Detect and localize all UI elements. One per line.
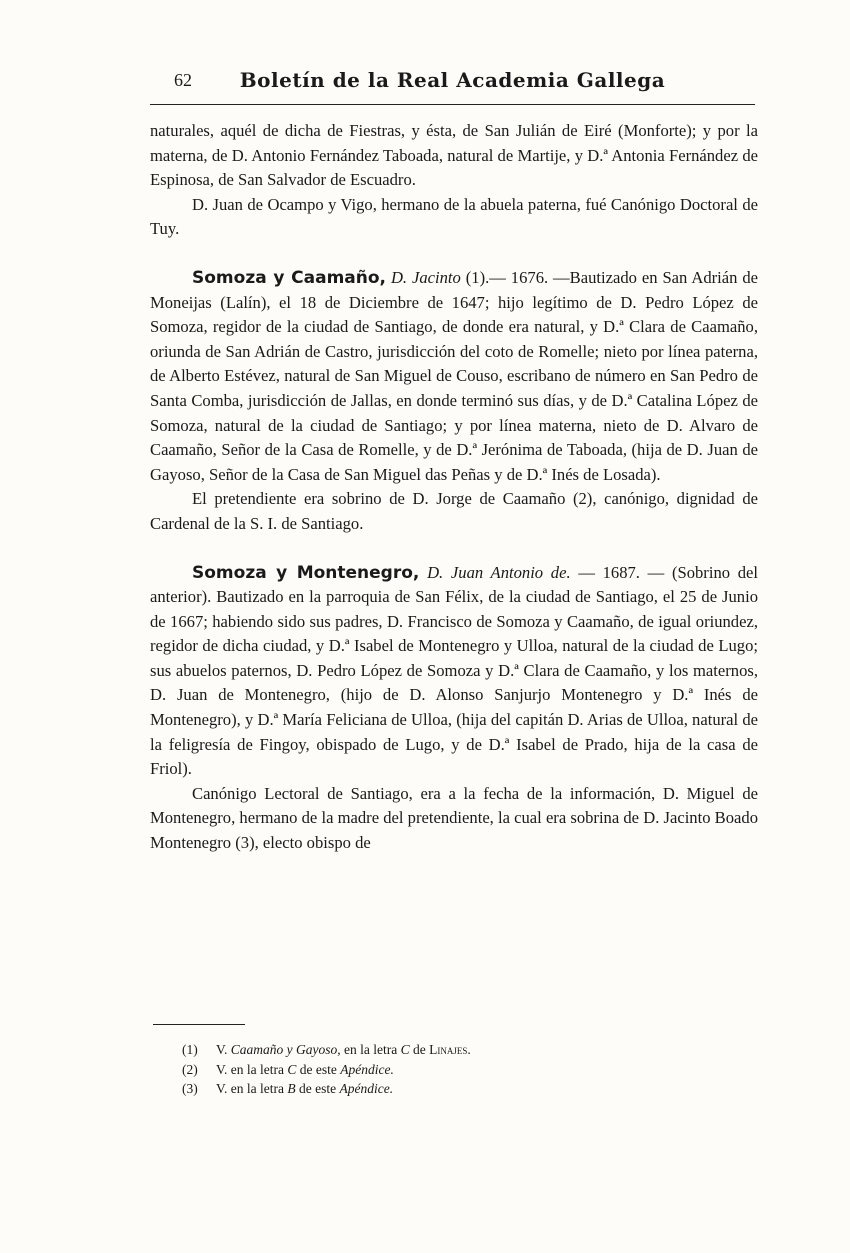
entry-somoza-montenegro [150, 561, 758, 782]
entry-year: — 1687. — [578, 562, 665, 582]
entry-name: Somoza y Montenegro, [192, 562, 420, 583]
entry-name: Somoza y Caamaño, [192, 267, 386, 288]
entry-text: Bautizado en San Adrián de Moneijas (Lalín), el 18 de Diciembre de 1647; hijo legítimo de D. Pedro López de Somoza, regidor de la ciudad de Santiago, de donde era natural, y D.ª Clara de Caamaño, oriunda de San Adrián de Castro, jurisdicción del coto de Romelle; nieto por línea paterna, de Alberto Estévez, natural de San Miguel de Couso, escribano de número en San Pedro de Santa Comba, jurisdicción de Jallas, en donde terminó sus días, y de D.ª Catalina López de Somoza, natural de la ciudad de Santiago; y por línea materna, nieto de D. Alvaro de Caamaño, Señor de la Casa de Romelle, y de D.ª Jerónima de Taboada, (hija de D. Juan de Gayoso, Señor de la Casa de San Miguel das Peñas y de D.ª Inés de Losada). [150, 267, 759, 484]
footnote-ref: (1). [465, 267, 490, 287]
footnotes [182, 1040, 742, 1099]
entry-somoza-caamano [150, 266, 758, 487]
footnote-3: (3) V. en la letra B de este Apéndice. [182, 1081, 394, 1097]
entry-subject: D. Jacinto [390, 267, 461, 287]
entry-year: — 1676. — [489, 267, 570, 287]
footnote-separator [153, 1024, 245, 1025]
entry-text: (Sobrino del anterior). Bautizado en la parroquia de San Félix, de la ciudad de Santiago, el 25 de Junio de 1667; habiendo sido sus padres, D. Francisco de Somoza y Caamaño, de igual oriundez, regidor de dicha ciudad, y D.ª Isabel de Montenegro y Ulloa, natural de la ciudad de Lugo; sus abuelos paternos, D. Pedro López de Somoza y D.ª Clara de Caamaño, y los maternos, D. Juan de Montenegro, (hijo de D. Alonso Sanjurjo Montenegro y D.ª Inés de Montenegro), y D.ª María Feliciana de Ulloa, (hija del capitán D. Arias de Ulloa, natural de la feligresía de Fingoy, obispado de Lugo, y de D.ª Isabel de Prado, hija de la casa de Friol). [150, 562, 759, 779]
footnote-2: (2) V. en la letra C de este Apéndice. [182, 1061, 394, 1077]
paragraph-intro-continuation: naturales, aquél de dicha de Fiestras, y ésta, de San Julián de Eiré (Monforte); y por la materna, de D. Antonio Fernández Taboada, natural de Martije, y D.ª Antonia Fernández de Espinosa, de San Salvador de Escuadro. [150, 121, 758, 190]
page-header [150, 64, 755, 105]
body-text [150, 119, 758, 856]
paragraph-pretendiente: El pretendiente era sobrino de D. Jorge de Caamaño (2), canónigo, dignidad de Cardenal de la S. I. de Santiago. [150, 489, 758, 533]
page-number: 62 [174, 70, 192, 90]
paragraph-canonigo-lectoral: Canónigo Lectoral de Santiago, era a la fecha de la información, D. Miguel de Montenegro, hermano de la madre del pretendiente, la cual era sobrina de D. Jacinto Boado Montenegro (3), electo obispo de [150, 783, 758, 853]
running-title: Boletín de la Real Academia Gallega [239, 68, 666, 92]
footnote-1: (1) V. Caamaño y Gayoso, en la letra C de Linajes. [182, 1042, 471, 1057]
entry-subject: D. Juan Antonio de. [427, 562, 571, 582]
paragraph-ocampo: D. Juan de Ocampo y Vigo, hermano de la abuela paterna, fué Canónigo Doctoral de Tuy. [150, 194, 758, 239]
